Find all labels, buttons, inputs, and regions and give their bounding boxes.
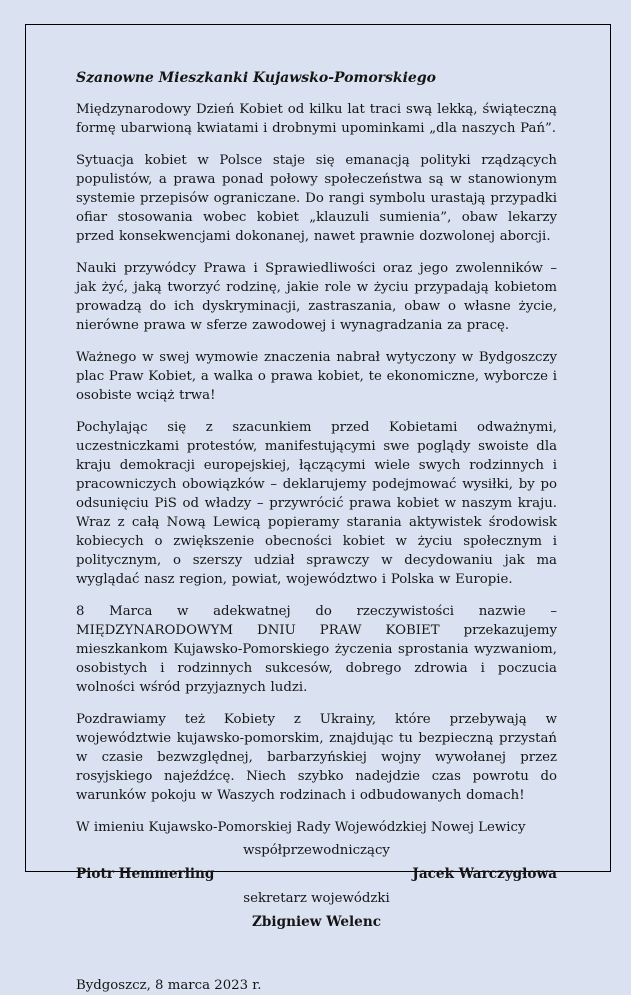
signature-name-left: Piotr Hemmerling: [76, 866, 215, 882]
signature-name-right: Jacek Warczygłowa: [412, 866, 557, 882]
document-border-frame: [25, 24, 611, 993]
signature-names-row: [76, 865, 557, 884]
paragraph-ukraine-greetings: Pozdrawiamy też Kobiety z Ukrainy, które przebywają w województwie kujawsko-pomorskim, znajdując tu bezpieczną przystań w czasie bezwzględnej, barbarzyńskiej wojny wywołanej przez rosyjskiego najeźdźcę. Niech szybko nadejdzie czas powrotu do warunków pokoju w Waszych rodzinach i odbudowanych domach!: [76, 712, 557, 803]
paragraph-womens-day-form: Międzynarodowy Dzień Kobiet od kilku lat traci swą lekką, świąteczną formę ubarwioną kwiatami i drobnymi upominkami „dla naszych Pań”.: [76, 102, 557, 136]
paragraph-declaration: Pochylając się z szacunkiem przed Kobietami odważnymi, uczestniczkami protestów, manifestującymi swe poglądy swoiste dla kraju demokracji europejskiej, łączącymi wiele swych rodzinnych i pracowniczych obowiązków – deklarujemy podejmować wysiłki, by po odsunięciu PiS od władzy – przywrócić prawa kobiet w naszym kraju. Wraz z całą Nową Lewicą popieramy starania aktywistek środowisk kobiecych o zwiększenie obecności kobiet w życiu społecznym i politycznym, o szerszy udział sprawczy w decydowaniu jak ma wyglądać nasz region, powiat, województwo i Polska w Europie.: [76, 420, 557, 587]
paragraph-march-8-wishes: 8 Marca w adekwatnej do rzeczywistości nazwie – MIĘDZYNARODOWYM DNIU PRAW KOBIET przekazujemy mieszkankom Kujawsko-Pomorskiego życzenia sprostania wyzwaniom, osobistych i rodzinnych sukcesów, dobrego zdrowia i poczucia wolności wśród przyjaznych ludzi.: [76, 604, 557, 695]
signature-name-secretary: Zbigniew Welenc: [251, 914, 381, 930]
dateline: Bydgoszcz, 8 marca 2023 r.: [76, 978, 262, 993]
salutation-heading: Szanowne Mieszkanki Kujawsko-Pomorskiego: [76, 70, 436, 86]
signature-role-secretary: sekretarz wojewódzki: [243, 891, 390, 906]
closing-on-behalf-line: W imieniu Kujawsko-Pomorskiej Rady Wojewódzkiej Nowej Lewicy: [76, 820, 526, 835]
paragraph-situation-of-women: Sytuacja kobiet w Polsce staje się emanacją polityki rządzących populistów, a prawa ponad połowy społeczeństwa są w stanowionym systemie przepisów ograniczane. Do rangi symbolu urastają przypadki ofiar stosowania wobec kobiet „klauzuli sumienia”, obaw lekarzy przed konsekwencjami dokonanej, nawet prawnie dozwolonej aborcji.: [76, 153, 557, 244]
paragraph-pis-teachings: Nauki przywódcy Prawa i Sprawiedliwości oraz jego zwolenników – jak żyć, jaką tworzyć rodzinę, jakie role w życiu przypadają kobietom prowadzą do ich dyskryminacji, zastraszania, obaw o własne życie, nierówne prawa w sferze zawodowej i wynagradzania za pracę.: [76, 261, 557, 333]
signature-role-cochair: współprzewodniczący: [243, 843, 390, 858]
paragraph-womens-rights-square: Ważnego w swej wymowie znaczenia nabrał wytyczony w Bydgoszczy plac Praw Kobiet, a walka o prawa kobiet, te ekonomiczne, wyborcze i osobiste wciąż trwa!: [76, 350, 557, 403]
